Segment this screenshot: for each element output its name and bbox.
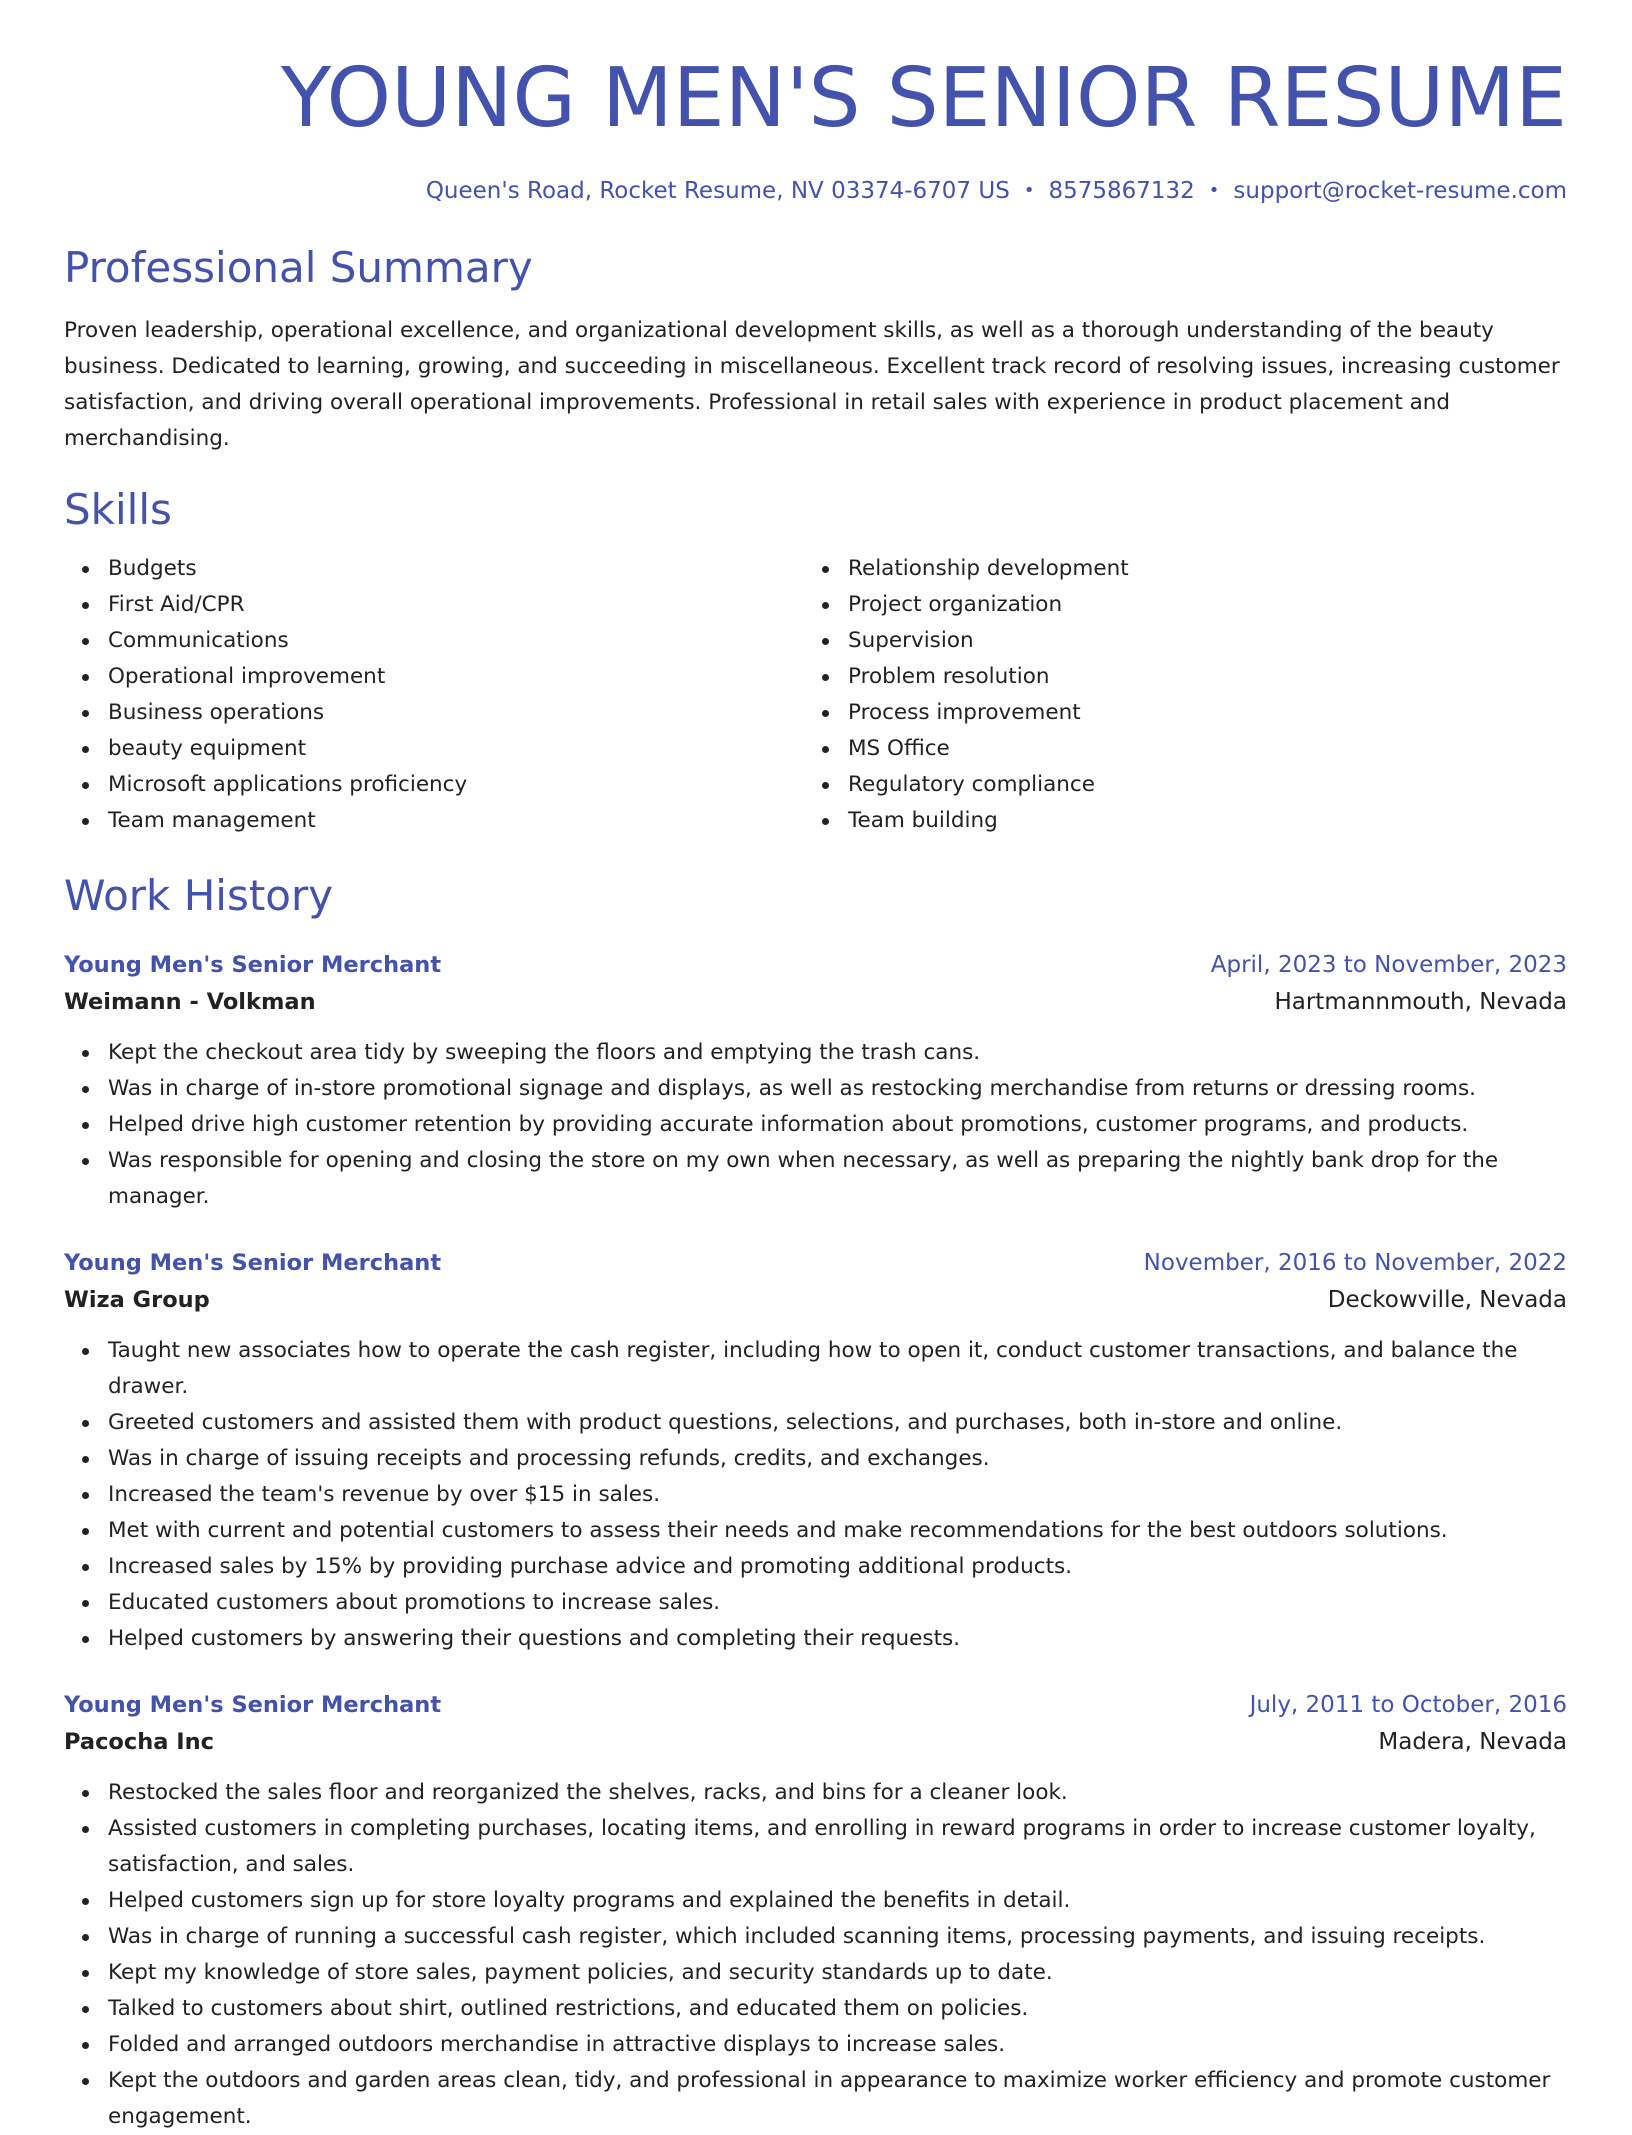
contact-line	[64, 180, 1567, 203]
skill-item: Supervision	[848, 623, 1567, 659]
skill-item: Team building	[848, 803, 1567, 839]
job-duty-item: Was in charge of issuing receipts and processing refunds, credits, and exchanges.	[108, 1441, 1567, 1477]
job-location: Deckowville, Nevada	[1327, 1287, 1567, 1313]
skill-item: Process improvement	[848, 695, 1567, 731]
skill-item: Team management	[108, 803, 804, 839]
skill-item: Relationship development	[848, 551, 1567, 587]
job-duty-item: Met with current and potential customers to assess their needs and make recommendations for the best outdoors solutions.	[108, 1513, 1567, 1549]
contact-email: support@rocket-resume.com	[1233, 178, 1567, 204]
job-dates: April, 2023 to November, 2023	[1210, 952, 1567, 978]
job-company-row	[64, 1723, 1567, 1761]
contact-separator: •	[1208, 180, 1220, 201]
skill-item: beauty equipment	[108, 731, 804, 767]
job-duty-item: Greeted customers and assisted them with product questions, selections, and purchases, both in-store and online.	[108, 1405, 1567, 1441]
work-history-heading: Work History	[64, 871, 334, 920]
job-title-row	[64, 947, 1567, 983]
job-company: Pacocha Inc	[64, 1729, 214, 1755]
skill-item: Project organization	[848, 587, 1567, 623]
skills-heading: Skills	[64, 485, 172, 534]
job-duty-item: Helped customers sign up for store loyalty programs and explained the benefits in detail.	[108, 1883, 1567, 1919]
job-company: Wiza Group	[64, 1287, 210, 1313]
contact-address: Queen's Road, Rocket Resume, NV 03374-6707 US	[425, 178, 1010, 204]
skills-list-left	[64, 551, 804, 839]
job-duty-item: Was responsible for opening and closing the store on my own when necessary, as well as preparing the nightly bank drop for the manager.	[108, 1143, 1567, 1215]
job-title: Young Men's Senior Merchant	[64, 1250, 442, 1276]
job-location: Hartmannmouth, Nevada	[1274, 989, 1567, 1015]
candidate-name: YOUNG MEN'S SENIOR RESUME	[280, 51, 1567, 146]
job-duty-item: Talked to customers about shirt, outlined restrictions, and educated them on policies.	[108, 1991, 1567, 2027]
job-duty-item: Was in charge of in-store promotional signage and displays, as well as restocking merchandise from returns or dressing rooms.	[108, 1071, 1567, 1107]
job-duty-item: Restocked the sales floor and reorganized the shelves, racks, and bins for a cleaner look.	[108, 1775, 1567, 1811]
job-duty-item: Was in charge of running a successful cash register, which included scanning items, processing payments, and issuing receipts.	[108, 1919, 1567, 1955]
job-entry	[64, 1245, 1567, 1657]
skill-item: Microsoft applications proficiency	[108, 767, 804, 803]
contact-separator: •	[1023, 180, 1035, 201]
job-duty-item: Helped drive high customer retention by providing accurate information about promotions, customer programs, and products.	[108, 1107, 1567, 1143]
skill-item: Regulatory compliance	[848, 767, 1567, 803]
summary-heading: Professional Summary	[64, 243, 533, 292]
job-duty-item: Educated customers about promotions to increase sales.	[108, 1585, 1567, 1621]
job-duty-item: Kept the checkout area tidy by sweeping the floors and emptying the trash cans.	[108, 1035, 1567, 1071]
job-dates: November, 2016 to November, 2022	[1143, 1250, 1567, 1276]
job-title-row	[64, 1245, 1567, 1281]
job-duty-item: Folded and arranged outdoors merchandise in attractive displays to increase sales.	[108, 2027, 1567, 2063]
job-duties	[64, 1775, 1567, 2135]
job-duty-item: Kept the outdoors and garden areas clean, tidy, and professional in appearance to maximize worker efficiency and promote customer engagement.	[108, 2063, 1567, 2135]
job-title: Young Men's Senior Merchant	[64, 952, 442, 978]
job-duty-item: Helped customers by answering their questions and completing their requests.	[108, 1621, 1567, 1657]
work-history-list	[64, 947, 1567, 2135]
job-company: Weimann - Volkman	[64, 989, 316, 1015]
job-duty-item: Kept my knowledge of store sales, payment policies, and security standards up to date.	[108, 1955, 1567, 1991]
skill-item: Communications	[108, 623, 804, 659]
job-duty-item: Increased the team's revenue by over $15 in sales.	[108, 1477, 1567, 1513]
skill-item: Budgets	[108, 551, 804, 587]
skills-list-right	[804, 551, 1567, 839]
skill-item: Business operations	[108, 695, 804, 731]
skill-item: Operational improvement	[108, 659, 804, 695]
job-duty-item: Taught new associates how to operate the cash register, including how to open it, conduct customer transactions, and balance the drawer.	[108, 1333, 1567, 1405]
job-duties	[64, 1333, 1567, 1657]
skill-item: Problem resolution	[848, 659, 1567, 695]
contact-phone: 8575867132	[1048, 178, 1195, 204]
skills-columns	[64, 551, 1567, 839]
job-company-row	[64, 1281, 1567, 1319]
skill-item: MS Office	[848, 731, 1567, 767]
job-title-row	[64, 1687, 1567, 1723]
summary-text: Proven leadership, operational excellence, and organizational development skills, as well as a thorough understanding of the beauty business. Dedicated to learning, growing, and succeeding in miscellaneous. Excellent track record of resolving issues, increasing customer satisfaction, and driving overall operational improvements. Professional in retail sales with experience in product placement and merchandising.	[64, 318, 1560, 451]
job-company-row	[64, 983, 1567, 1021]
job-duty-item: Increased sales by 15% by providing purchase advice and promoting additional products.	[108, 1549, 1567, 1585]
job-duties	[64, 1035, 1567, 1215]
job-dates: July, 2011 to October, 2016	[1249, 1692, 1567, 1718]
job-location: Madera, Nevada	[1378, 1729, 1567, 1755]
job-entry	[64, 947, 1567, 1215]
job-entry	[64, 1687, 1567, 2135]
job-duty-item: Assisted customers in completing purchases, locating items, and enrolling in reward programs in order to increase customer loyalty, satisfaction, and sales.	[108, 1811, 1567, 1883]
skill-item: First Aid/CPR	[108, 587, 804, 623]
job-title: Young Men's Senior Merchant	[64, 1692, 442, 1718]
